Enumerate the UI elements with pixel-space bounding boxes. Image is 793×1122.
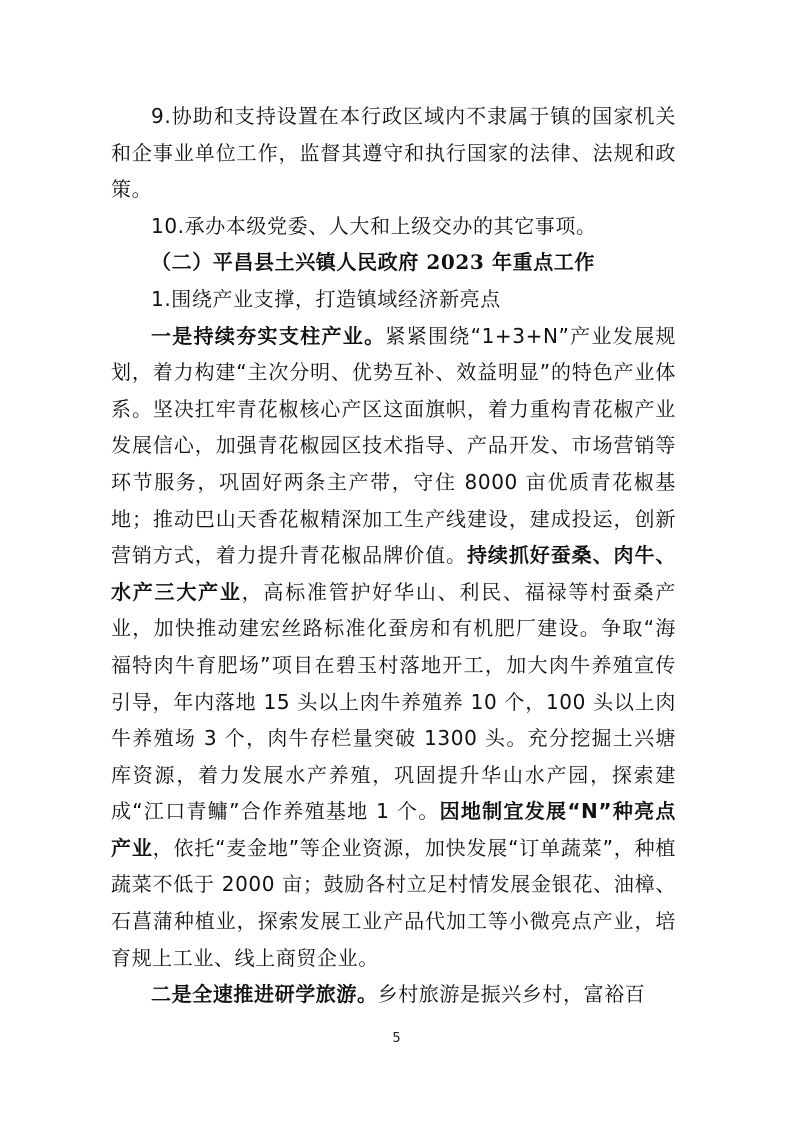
paragraph-item-9: 9.协助和支持设置在本行政区域内不隶属于镇的国家机关和企事业单位工作，监督其遵守和执行国家的法律、法规和政策。 [111,104,676,202]
paragraph-lead-2: 二是全速推进研学旅游。 [151,982,378,1007]
paragraph-text-1c: ，依托“麦金地”等企业资源，加快发展“订单蔬菜”，种植蔬菜不低于 2000 亩；鼓励各村立足村情发展金银花、油樟、石菖蒲种植业，探索发展工业产品代加工等小微亮点产业，培育规上工业、线上商贸企业。 [111,835,676,970]
paragraph-tourism [111,976,676,1013]
paragraph-text-2: 乡村旅游是振兴乡村，富裕百 [377,982,646,1007]
paragraph-text-1b: ，高标准管护好华山、利民、福禄等村蚕桑产业，加快推动建宏丝路标准化蚕房和有机肥厂建设。争取“海福特肉牛育肥场”项目在碧玉村落地开工，加大肉牛养殖宣传引导，年内落地 15 头以上肉牛养殖养 10 个，100 头以上肉牛养殖场 3 个，肉牛存栏量突破 1300 头。充分挖掘土兴塘库资源，着力发展水产养殖，巩固提升华山水产园，探索建成“江口青鳙”合作养殖基地 1 个。 [111,579,676,824]
page-number: 5 [392,1031,401,1046]
document-body [111,98,676,1013]
paragraph-item-10: 10.承办本级党委、人大和上级交办的其它事项。 [151,213,597,238]
section-heading: （二）平昌县土兴镇人民政府 2023 年重点工作 [151,250,595,275]
subsection-heading: 1.围绕产业支撑，打造镇域经济新亮点 [151,286,501,311]
paragraph-lead-1: 一是持续夯实支柱产业。 [151,323,386,348]
paragraph-industry [111,318,676,977]
paragraph-bold-1c: 因地制宜发展“N”种亮点产业 [111,799,676,860]
paragraph-text-1a: 紧紧围绕“1+3+N”产业发展规划，着力构建“主次分明、优势互补、效益明显”的特色产业体系。坚决扛牢青花椒核心产区这面旗帜，着力重构青花椒产业发展信心，加强青花椒园区技术指导、产品开发、市场营销等环节服务，巩固好两条主产带，守住 8000 亩优质青花椒基地；推动巴山天香花椒精深加工生产线建设，建成投运，创新营销方式，着力提升青花椒品牌价值。 [111,323,677,568]
paragraph-bold-1b: 持续抓好蚕桑、肉牛、水产三大产业 [111,543,676,604]
